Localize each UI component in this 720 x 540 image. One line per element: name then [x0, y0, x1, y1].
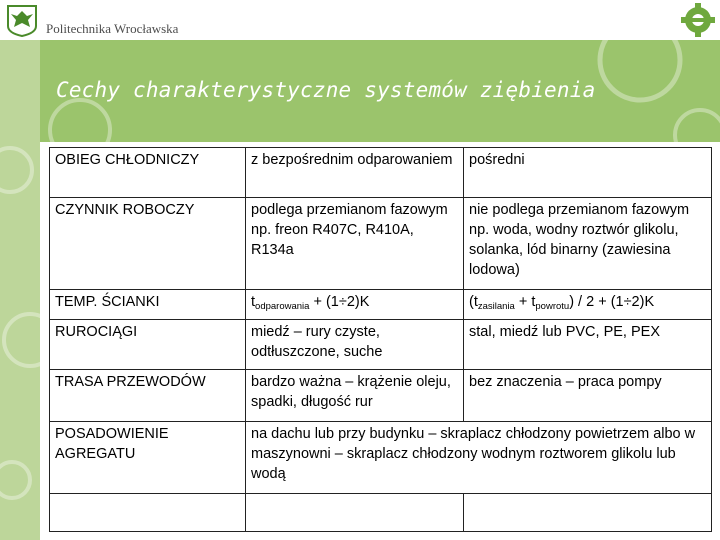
indirect-cell: pośredni — [464, 148, 712, 198]
direct-cell: podlega przemianom fazowym np. freon R407C, R410A, R134a — [246, 198, 464, 290]
supply-subscript: zasilania — [477, 301, 515, 312]
direct-cell: miedź – rury czyste, odtłuszczone, suche — [246, 320, 464, 370]
merged-cell: na dachu lub przy budynku – skraplacz chłodzony powietrzem albo w maszynowni – skraplacz chłodzony wodnym roztworem glikolu lub wodą — [246, 422, 712, 494]
table-row — [50, 148, 712, 198]
direct-cell: bardzo ważna – krążenie oleju, spadki, długość rur — [246, 370, 464, 422]
left-decorative-band — [0, 40, 40, 540]
temp-rest: ) / 2 + (1÷2)K — [569, 294, 655, 310]
university-eagle-logo-icon — [4, 2, 40, 38]
direct-cell: z bezpośrednim odparowaniem — [246, 148, 464, 198]
gear-logo-icon — [680, 2, 716, 38]
row-label: RUROCIĄGI — [50, 320, 246, 370]
indirect-cell: stal, miedź lub PVC, PE, PEX — [464, 320, 712, 370]
table-row — [50, 320, 712, 370]
university-name: Politechnika Wrocławska — [46, 21, 179, 36]
temp-subscript: odparowania — [255, 301, 310, 312]
table-row — [50, 290, 712, 320]
return-subscript: powrotu — [535, 301, 570, 312]
temp-mid: + t — [514, 294, 536, 310]
header-bar — [0, 0, 720, 40]
direct-cell — [246, 494, 464, 532]
direct-cell — [246, 290, 464, 320]
row-label: OBIEG CHŁODNICZY — [50, 148, 246, 198]
indirect-cell: bez znaczenia – praca pompy — [464, 370, 712, 422]
row-label: POSADOWIENIE AGREGATU — [50, 422, 246, 494]
table-row — [50, 370, 712, 422]
temp-rest: + (1÷2)K — [309, 294, 370, 310]
indirect-cell: nie podlega przemianom fazowym np. woda, wodny roztwór glikolu, solanka, lód binarny (zawiesina lodowa) — [464, 198, 712, 290]
table-row — [50, 422, 712, 494]
table-row — [50, 494, 712, 532]
indirect-cell — [464, 290, 712, 320]
row-label: TRASA PRZEWODÓW — [50, 370, 246, 422]
slide-title: Cechy charakterystyczne systemów ziębienia — [56, 78, 596, 102]
row-label: CZYNNIK ROBOCZY — [50, 198, 246, 290]
gear-pattern-icon — [0, 40, 40, 540]
indirect-cell — [464, 494, 712, 532]
comparison-table — [49, 147, 712, 532]
table-row — [50, 198, 712, 290]
row-label — [50, 494, 246, 532]
temp-open: (t — [469, 294, 478, 310]
temp-symbol: t — [251, 294, 256, 310]
row-label: TEMP. ŚCIANKI — [50, 290, 246, 320]
